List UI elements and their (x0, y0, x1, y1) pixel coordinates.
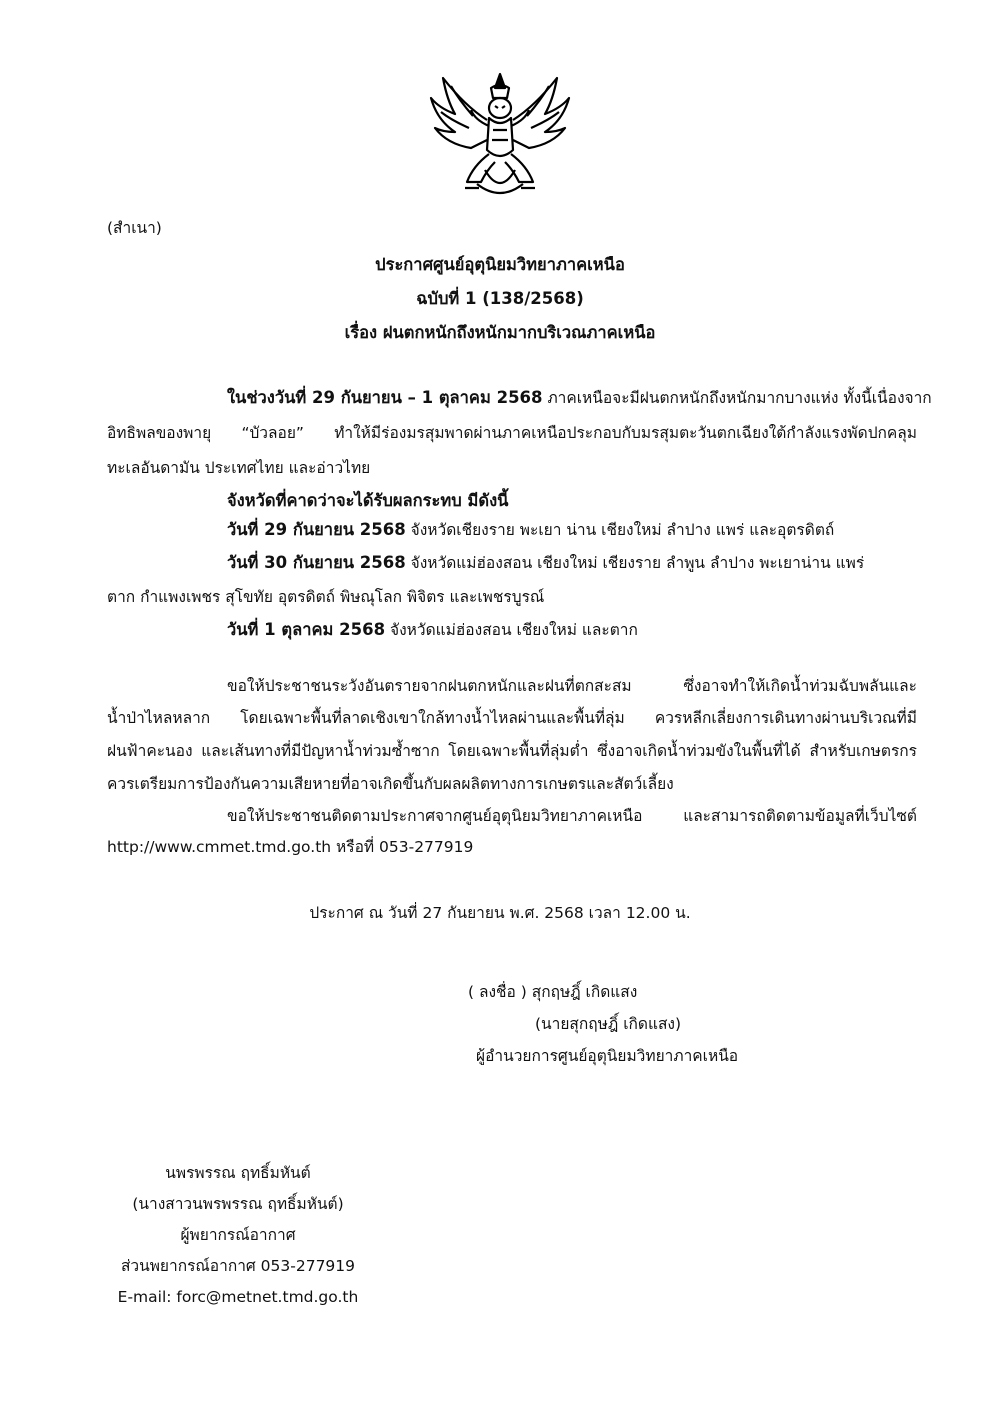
day3-row (227, 620, 638, 640)
day2-provinces-cont: ตาก กำแพงเพชร สุโขทัย อุตรดิตถ์ พิษณุโลก พิจิตร และเพชรบูรณ์ (107, 588, 545, 606)
day2-row (227, 553, 864, 573)
follow-line-2: http://www.cmmet.tmd.go.th หรือที่ 053-277919 (107, 838, 474, 856)
forecaster-phone: ส่วนพยากรณ์อากาศ 053-277919 (120, 1257, 356, 1275)
day1-label: วันที่ 29 กันยายน 2568 (227, 520, 406, 539)
intro-line-1 (227, 388, 932, 408)
director-name: (นายสุกฤษฎิ์ เกิดแสง) (535, 1015, 682, 1033)
day2-label: วันที่ 30 กันยายน 2568 (227, 553, 406, 572)
warning-line-3: ฝนฟ้าคะนอง และเส้นทางที่มีปัญหาน้ำท่วมซ้ำซาก โดยเฉพาะพื้นที่ลุ่มต่ำ ซึ่งอาจเกิดน้ำท่วมขังในพื้นที่ได้ สำหรับเกษตรกร (107, 742, 917, 760)
day3-provinces: จังหวัดแม่ฮ่องสอน เชียงใหม่ และตาก (385, 621, 638, 639)
intro-line-3: ทะเลอันดามัน ประเทศไทย และอ่าวไทย (107, 459, 371, 477)
forecaster-signed: นพรพรรณ ฤทธิ์มหันต์ (165, 1164, 311, 1182)
copy-mark: (สำเนา) (107, 219, 162, 237)
forecaster-email: E-mail: forc@metnet.tmd.go.th (117, 1288, 359, 1306)
warning-line-2: น้ำป่าไหลหลาก โดยเฉพาะพื้นที่ลาดเชิงเขาใกล้ทางน้ำไหลผ่านและพื้นที่ลุ่ม ควรหลีกเลี่ยงการเดินทางผ่านบริเวณที่มี (107, 709, 917, 727)
day3-label: วันที่ 1 ตุลาคม 2568 (227, 620, 386, 639)
forecaster-name: (นางสาวนพรพรรณ ฤทธิ์มหันต์) (132, 1195, 344, 1213)
announcement-subject: เรื่อง ฝนตกหนักถึงหนักมากบริเวณภาคเหนือ (344, 323, 656, 342)
follow-line-1: ขอให้ประชาชนติดตามประกาศจากศูนย์อุตุนิยมวิทยาภาคเหนือ และสามารถติดตามข้อมูลที่เว็บไซต์ (227, 807, 917, 825)
day2-provinces: จังหวัดแม่ฮ่องสอน เชียงใหม่ เชียงราย ลำพูน ลำปาง พะเยาน่าน แพร่ (405, 554, 865, 572)
affected-heading: จังหวัดที่คาดว่าจะได้รับผลกระทบ มีดังนี้ (227, 491, 509, 510)
issue-number: ฉบับที่ 1 (138/2568) (416, 289, 584, 308)
announcement-title: ประกาศศูนย์อุตุนิยมวิทยาภาคเหนือ (375, 255, 625, 274)
day1-row (227, 520, 834, 540)
intro-line-1-text: ภาคเหนือจะมีฝนตกหนักถึงหนักมากบางแห่ง ทั้งนี้เนื่องจาก (542, 389, 932, 407)
garuda-emblem (425, 70, 575, 205)
forecaster-role: ผู้พยากรณ์อากาศ (180, 1226, 296, 1244)
intro-line-2: อิทธิพลของพายุ “บัวลอย” ทำให้มีร่องมรสุมพาดผ่านภาคเหนือประกอบกับมรสุมตะวันตกเฉียงใต้กำลังแรงพัดปกคลุม (107, 424, 917, 442)
director-signed: ( ลงชื่อ ) สุกฤษฎิ์ เกิดแสง (468, 983, 638, 1001)
director-position: ผู้อำนวยการศูนย์อุตุนิยมวิทยาภาคเหนือ (476, 1047, 739, 1065)
warning-line-1: ขอให้ประชาชนระวังอันตรายจากฝนตกหนักและฝนที่ตกสะสม ซึ่งอาจทำให้เกิดน้ำท่วมฉับพลันและ (227, 677, 917, 695)
announce-date: ประกาศ ณ วันที่ 27 กันยายน พ.ศ. 2568 เวลา 12.00 น. (309, 904, 691, 922)
warning-line-4: ควรเตรียมการป้องกันความเสียหายที่อาจเกิดขึ้นกับผลผลิตทางการเกษตรและสัตว์เลี้ยง (107, 775, 674, 793)
intro-date-range: ในช่วงวันที่ 29 กันยายน – 1 ตุลาคม 2568 (227, 388, 543, 407)
day1-provinces: จังหวัดเชียงราย พะเยา น่าน เชียงใหม่ ลำปาง แพร่ และอุตรดิตถ์ (405, 521, 835, 539)
